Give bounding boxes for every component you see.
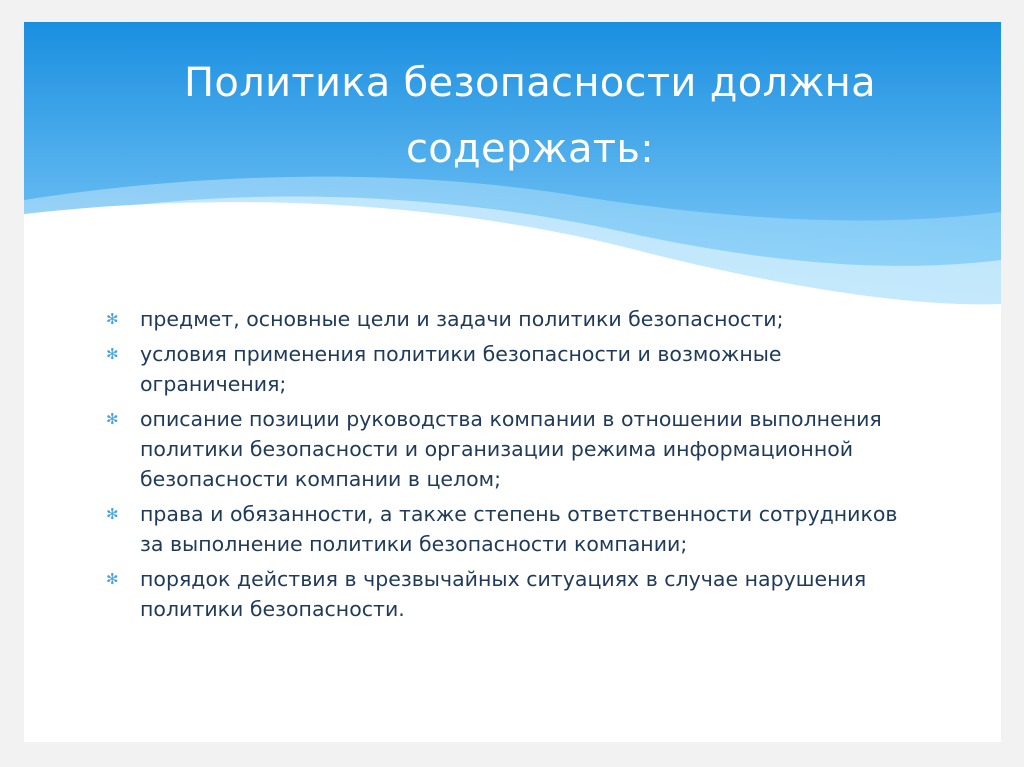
list-item (106, 564, 926, 624)
list-item (106, 499, 926, 559)
asterisk-bullet-icon: ✻ (106, 345, 119, 363)
list-item (106, 304, 926, 334)
bullet-text: описание позиции руководства компании в отношении выполнения политики безопасности и организации режима информационной безопасности компании в целом; (140, 407, 882, 491)
slide-title: Политика безопасности должна содержать: (184, 60, 876, 172)
bullet-text: права и обязанности, а также степень ответственности сотрудников за выполнение политики безопасности компании; (140, 502, 898, 556)
asterisk-bullet-icon: ✻ (106, 410, 119, 428)
bullet-list (106, 304, 926, 629)
list-item (106, 339, 926, 399)
list-item (106, 404, 926, 494)
asterisk-bullet-icon: ✻ (106, 505, 119, 523)
bullet-text: порядок действия в чрезвычайных ситуациях в случае нарушения политики безопасности. (140, 567, 867, 621)
asterisk-bullet-icon: ✻ (106, 570, 119, 588)
slide (24, 22, 1001, 742)
bullet-text: предмет, основные цели и задачи политики безопасности; (140, 307, 784, 331)
bullet-text: условия применения политики безопасности и возможные ограничения; (140, 342, 782, 396)
asterisk-bullet-icon: ✻ (106, 310, 119, 328)
